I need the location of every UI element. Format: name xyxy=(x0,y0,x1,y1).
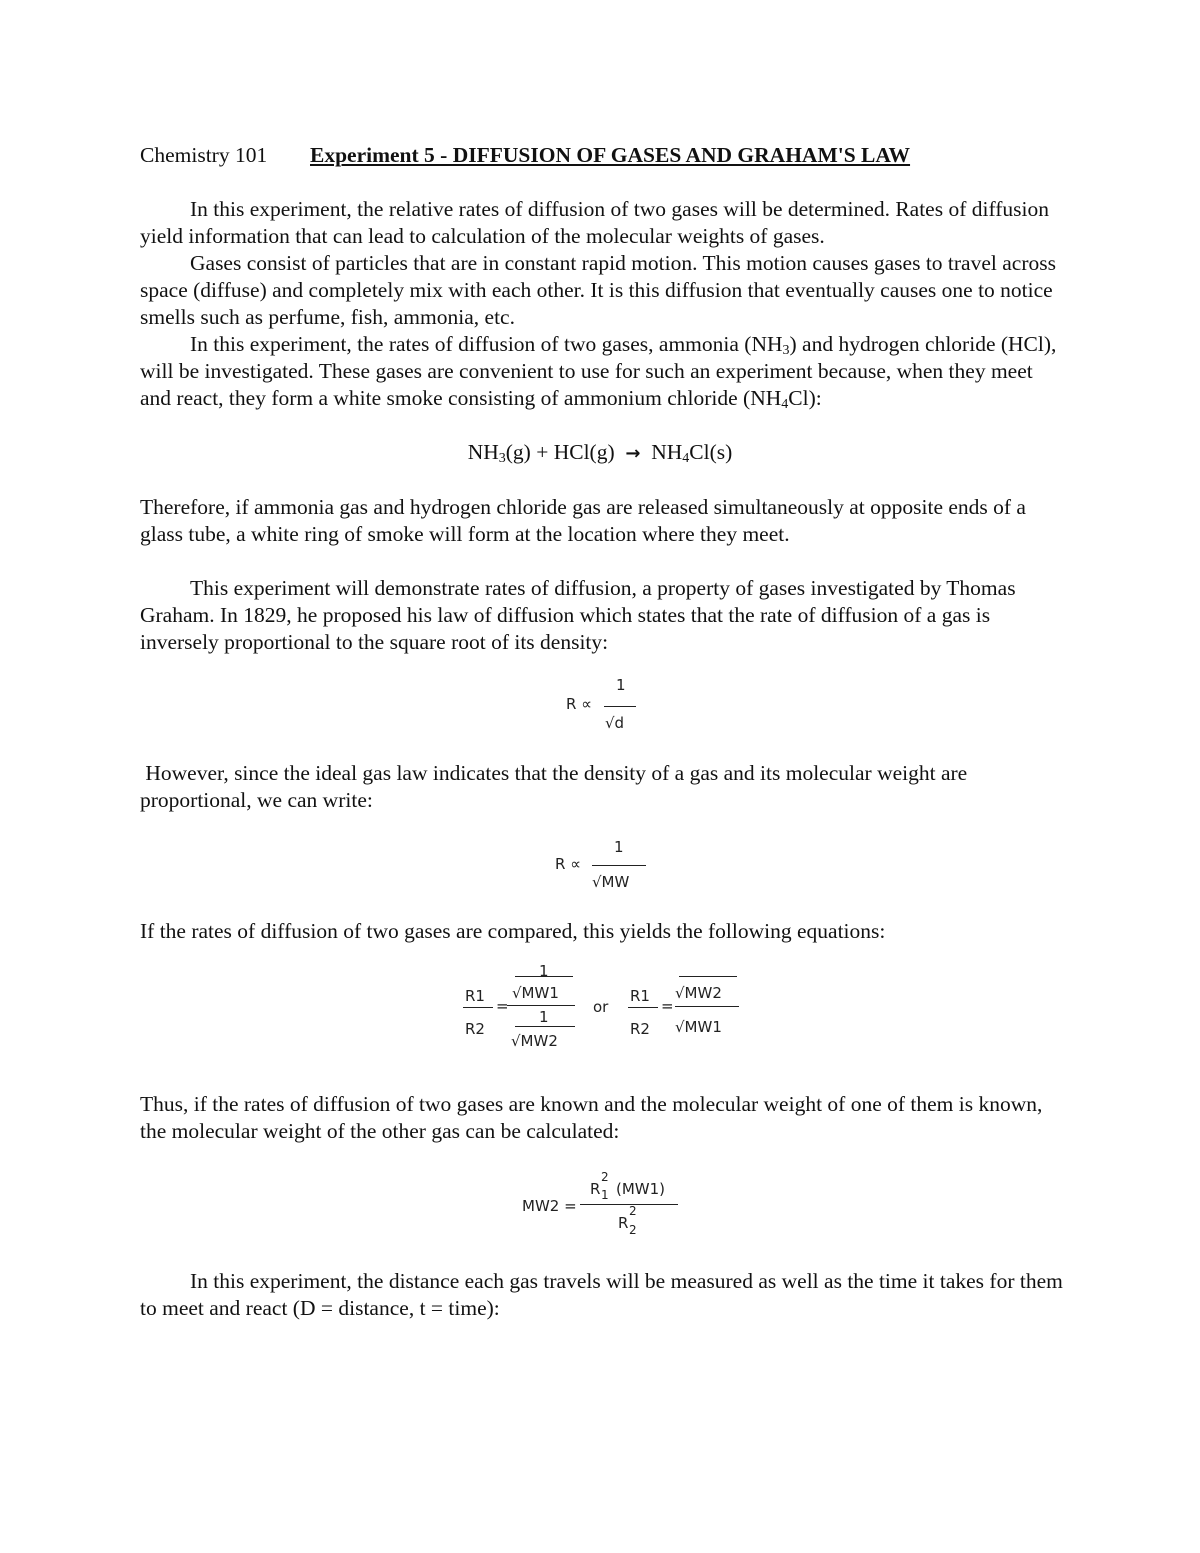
paragraph-ideal-gas: However, since the ideal gas law indicates that the density of a gas and its molecular weight are proportional, we can write: xyxy=(140,761,968,812)
paragraph-calculation: Thus, if the rates of diffusion of two gases are known and the molecular weight of one of them is known, the molecular weight of the other gas can be calculated: xyxy=(140,1092,1043,1143)
course-label: Chemistry 101 xyxy=(140,143,268,167)
paragraph-smoke-ring: Therefore, if ammonia gas and hydrogen chloride gas are released simultaneously at opposite ends of a glass tube, a white ring of smoke will form at the location where they meet. xyxy=(140,495,1026,546)
equation-rate-ratio: R1 R2 = 1 √MW1 1 √MW2 or R1 R2 = √MW2 √MW1 xyxy=(455,962,755,1062)
equation-density: R ∝ 1 √d xyxy=(560,676,650,746)
document-title: Experiment 5 - DIFFUSION OF GASES AND GRAHAM'S LAW xyxy=(310,143,911,167)
paragraph-particles: Gases consist of particles that are in constant rapid motion. This motion causes gases to travel across space (diffuse) and completely mix with each other. It is this diffusion that eventually causes one to notice smells such as perfume, fish, ammonia, etc. xyxy=(140,251,1056,329)
equation-mw2: MW2 = R 2 1 (MW1) R 2 2 xyxy=(518,1164,688,1244)
paragraph-gases: In this experiment, the rates of diffusion of two gases, ammonia $(NH_3)$ and hydrogen chloride (HCl), will be investigated. These gases are convenient to use for such an experiment because, when they meet and react, they form a white smoke consisting of ammonium chloride $(NH_4Cl)$: xyxy=(140,332,1057,412)
paragraph-comparison: If the rates of diffusion of two gases are compared, this yields the following equations: xyxy=(140,919,886,943)
equation-molecular-weight: R ∝ 1 √MW xyxy=(550,838,660,898)
arrow-icon: → xyxy=(625,443,641,464)
paragraph-graham: This experiment will demonstrate rates of diffusion, a property of gases investigated by Thomas Graham. In 1829, he proposed his law of diffusion which states that the rate of diffusion of a gas is inversely proportional to the square root of its density: xyxy=(140,576,1016,654)
paragraph-intro: In this experiment, the relative rates of diffusion of two gases will be determined. Rates of diffusion yield information that can lead to calculation of the molecular weights of gases. xyxy=(140,197,1049,248)
paragraph-measurement: In this experiment, the distance each gas travels will be measured as well as the time it takes for them to meet and react (D = distance, t = time): xyxy=(140,1269,1063,1320)
reaction-equation: $NH_3(g) + HCl(g) \to NH_4Cl(s)$ xyxy=(467,440,733,466)
